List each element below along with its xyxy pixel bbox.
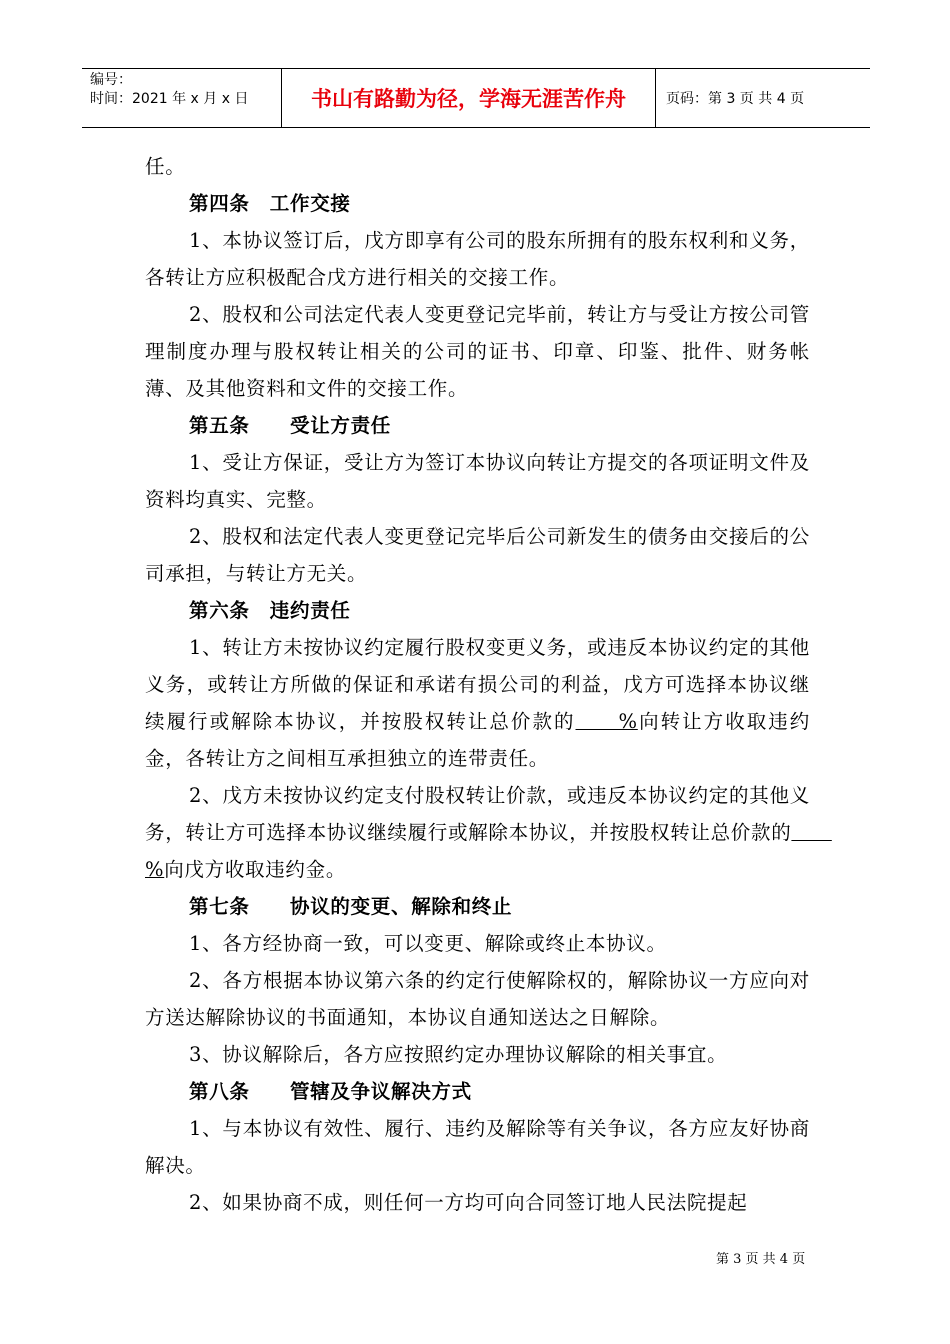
header-motto: 书山有路勤为径，学海无涯苦作舟 — [282, 69, 656, 127]
paragraph: 2、股权和法定代表人变更登记完毕后公司新发生的债务由交接后的公司承担，与转让方无关。 — [145, 525, 810, 585]
header-meta — [82, 69, 282, 127]
article-heading-7: 第七条 协议的变更、解除和终止 — [189, 895, 513, 918]
text-run: 1、转让方未按协议约定履行股权变更义务，或违反本协议约定的其他义务，或转让方所做的保证和承诺有损公司的利益，戊方可选择本协议继续履行或解除本协议，并按股权转让总价款的 — [145, 636, 810, 733]
text-run: 2、戊方未按协议约定支付股权转让价款，或违反本协议约定的其他义务，转让方可选择本协议继续履行或解除本协议，并按股权转让总价款的 — [145, 784, 810, 844]
paragraph — [145, 777, 832, 888]
article-heading-6: 第六条 违约责任 — [189, 599, 351, 622]
paragraph: 2、各方根据本协议第六条的约定行使解除权的，解除协议一方应向对方送达解除协议的书面通知，本协议自通知送达之日解除。 — [145, 969, 810, 1029]
paragraph: 2、股权和公司法定代表人变更登记完毕前，转让方与受让方按公司管理制度办理与股权转让相关的公司的证书、印章、印鉴、批件、财务帐薄、及其他资料和文件的交接工作。 — [145, 303, 810, 400]
article-heading-5: 第五条 受让方责任 — [189, 414, 392, 437]
article-heading-8: 第八条 管辖及争议解决方式 — [189, 1080, 472, 1103]
article-heading-4: 第四条 工作交接 — [189, 192, 351, 215]
paragraph — [145, 629, 810, 777]
number-label: 编号： — [90, 72, 132, 88]
blank-percent: % — [575, 710, 638, 733]
blank-percent: % — [145, 821, 832, 881]
page-footer: 第 3 页 共 4 页 — [716, 1252, 806, 1267]
paragraph: 1、各方经协商一致，可以变更、解除或终止本协议。 — [189, 932, 667, 955]
paragraph: 1、受让方保证，受让方为签订本协议向转让方提交的各项证明文件及资料均真实、完整。 — [145, 451, 810, 511]
paragraph: 1、本协议签订后，戊方即享有公司的股东所拥有的股东权利和义务，各转让方应积极配合戊方进行相关的交接工作。 — [145, 229, 810, 289]
text-run: 向戊方收取违约金。 — [164, 858, 347, 881]
document-header — [82, 68, 870, 128]
header-page-label: 页码：第 3 页 共 4 页 — [666, 91, 805, 107]
time-label: 时间：2021 年 x 月 x 日 — [90, 91, 249, 107]
document-body — [145, 148, 832, 1221]
paragraph: 1、与本协议有效性、履行、违约及解除等有关争议，各方应友好协商解决。 — [145, 1117, 810, 1177]
paragraph: 2、如果协商不成，则任何一方均可向合同签订地人民法院提起 — [189, 1191, 748, 1214]
text-run: 向转让方收取违约金，各转让方之间相互承担独立的连带责任。 — [145, 710, 810, 770]
paragraph: 任。 — [145, 155, 186, 178]
paragraph: 3、协议解除后，各方应按照约定办理协议解除的相关事宜。 — [189, 1043, 728, 1066]
